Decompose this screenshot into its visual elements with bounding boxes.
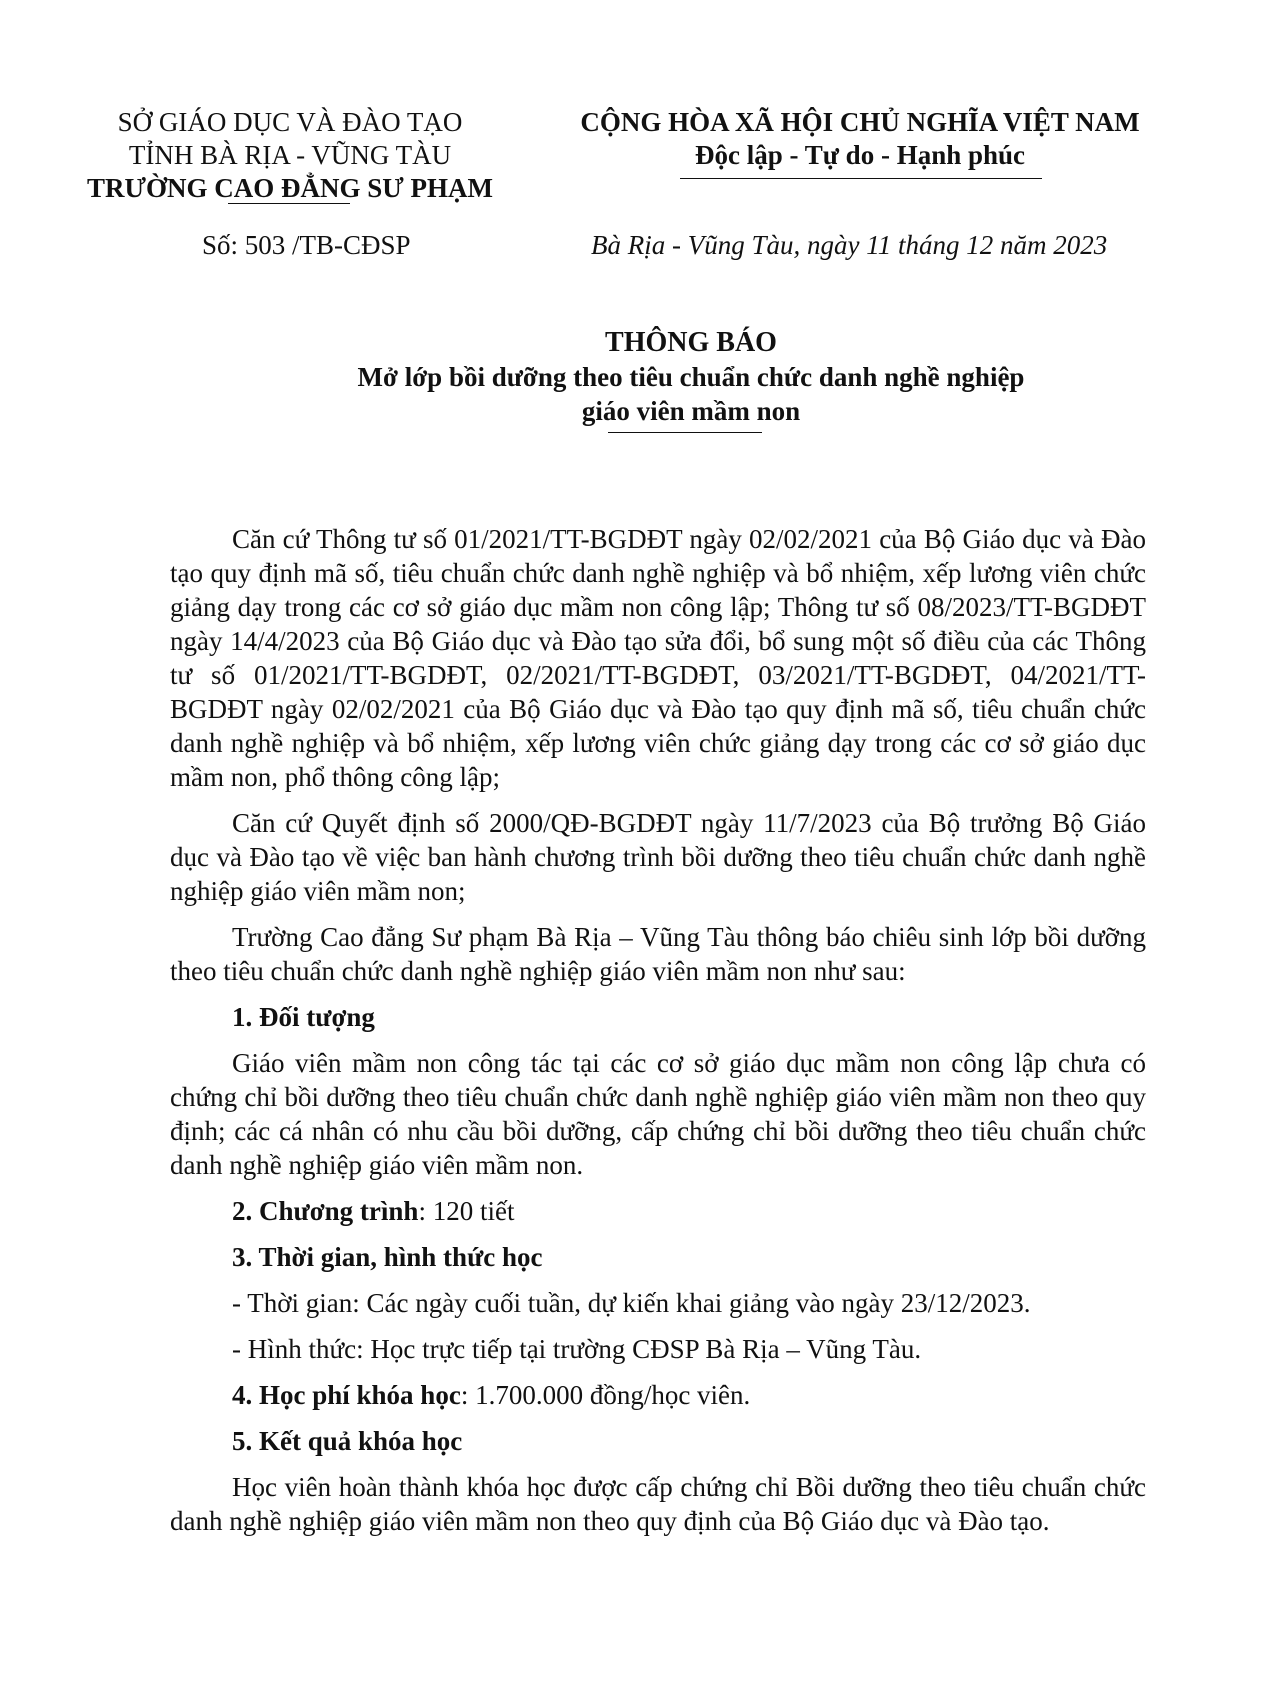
section-1-heading: 1. Đối tượng [232, 1002, 375, 1032]
section-5-heading: 5. Kết quả khóa học [232, 1426, 463, 1456]
title-subtitle-2: giáo viên mầm non [581, 396, 801, 426]
issuing-agency [70, 106, 510, 205]
motto: Độc lập - Tự do - Hạnh phúc [694, 140, 1026, 170]
document-number: Số: 503 /TB-CĐSP [202, 230, 411, 260]
section-4-title: 4. Học phí khóa học [232, 1380, 461, 1410]
national-motto [540, 106, 1180, 172]
paragraph-announcement: Trường Cao đẳng Sư phạm Bà Rịa – Vũng Tàu thông báo chiêu sinh lớp bồi dưỡng theo tiêu chuẩn chức danh nghề nghiệp giáo viên mầm non như sau: [170, 922, 1146, 986]
document-title [150, 326, 1232, 428]
section-3-form: - Hình thức: Học trực tiếp tại trường CĐSP Bà Rịa – Vũng Tàu. [232, 1334, 922, 1364]
section-2-value: : 120 tiết [418, 1196, 515, 1226]
section-2-title: 2. Chương trình [232, 1196, 419, 1226]
agency-line-1: SỞ GIÁO DỤC VÀ ĐÀO TẠO [117, 107, 463, 137]
section-4-value: : 1.700.000 đồng/học viên. [460, 1380, 751, 1410]
title-main: THÔNG BÁO [605, 327, 777, 358]
section-4-heading [170, 1378, 1146, 1412]
agency-line-2: TỈNH BÀ RỊA - VŨNG TÀU [128, 140, 452, 170]
document-body [170, 522, 1146, 1550]
paragraph-legal-basis-2: Căn cứ Quyết định số 2000/QĐ-BGDĐT ngày 11/7/2023 của Bộ trưởng Bộ Giáo dục và Đào tạo về việc ban hành chương trình bồi dưỡng theo tiêu chuẩn chức danh nghề nghiệp giáo viên mầm non; [170, 808, 1146, 906]
section-2-heading [170, 1194, 1146, 1228]
motto-underline [680, 178, 1042, 179]
country-name: CỘNG HÒA XÃ HỘI CHỦ NGHĨA VIỆT NAM [580, 107, 1140, 137]
section-1-text: Giáo viên mầm non công tác tại các cơ sở giáo dục mầm non công lập chưa có chứng chỉ bồi dưỡng theo tiêu chuẩn chức danh nghề nghiệp giáo viên mầm non theo quy định; các cá nhân có nhu cầu bồi dưỡng, cấp chứng chỉ bồi dưỡng theo tiêu chuẩn chức danh nghề nghiệp giáo viên mầm non. [170, 1048, 1146, 1180]
title-subtitle-1: Mở lớp bồi dưỡng theo tiêu chuẩn chức danh nghề nghiệp [357, 362, 1025, 392]
document-date: Bà Rịa - Vũng Tàu, ngày 11 tháng 12 năm 2023 [591, 230, 1108, 260]
section-3-heading: 3. Thời gian, hình thức học [232, 1242, 543, 1272]
title-underline [608, 432, 762, 433]
section-5-text: Học viên hoàn thành khóa học được cấp chứng chỉ Bồi dưỡng theo tiêu chuẩn chức danh nghề nghiệp giáo viên mầm non theo quy định của Bộ Giáo dục và Đào tạo. [170, 1472, 1146, 1536]
section-3-time: - Thời gian: Các ngày cuối tuần, dự kiến khai giảng vào ngày 23/12/2023. [232, 1288, 1031, 1318]
agency-underline [228, 203, 350, 204]
agency-line-3: TRƯỜNG CAO ĐẲNG SƯ PHẠM [87, 173, 493, 203]
paragraph-legal-basis-1: Căn cứ Thông tư số 01/2021/TT-BGDĐT ngày 02/02/2021 của Bộ Giáo dục và Đào tạo quy định mã số, tiêu chuẩn chức danh nghề nghiệp và bổ nhiệm, xếp lương viên chức giảng dạy trong các cơ sở giáo dục mầm non công lập; Thông tư số 08/2023/TT-BGDĐT ngày 14/4/2023 của Bộ Giáo dục và Đào tạo sửa đổi, bổ sung một số điều của các Thông tư số 01/2021/TT-BGDĐT, 02/2021/TT-BGDĐT, 03/2021/TT-BGDĐT, 04/2021/TT-BGDĐT ngày 02/02/2021 của Bộ Giáo dục và Đào tạo quy định mã số, tiêu chuẩn chức danh nghề nghiệp và bổ nhiệm, xếp lương viên chức giảng dạy trong các cơ sở giáo dục mầm non, phổ thông công lập; [170, 524, 1146, 792]
